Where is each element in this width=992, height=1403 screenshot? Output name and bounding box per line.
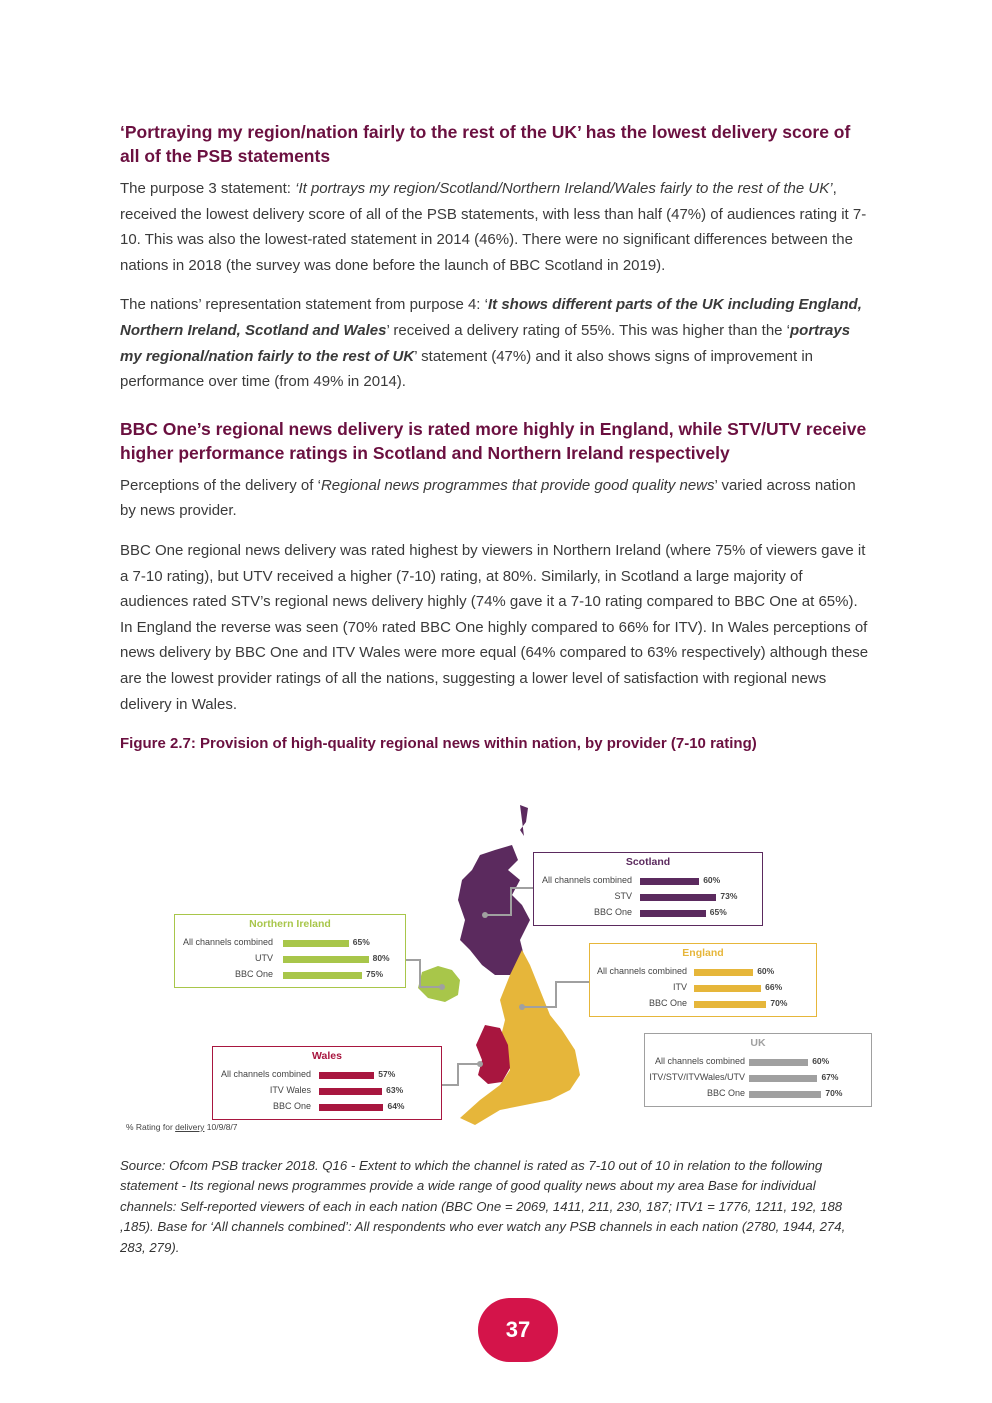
panel-title: Northern Ireland <box>249 918 331 930</box>
page-number: 37 <box>478 1298 558 1362</box>
bar-value: 66% <box>765 982 783 992</box>
panel-title: Wales <box>312 1050 342 1062</box>
bar-value: 80% <box>372 953 390 963</box>
figure-title: Figure 2.7: Provision of high-quality regional news within nation, by provider (7-10 rating) <box>120 735 757 753</box>
panel-wales <box>212 1046 442 1120</box>
bar <box>283 972 362 979</box>
panel-scotland <box>533 852 763 926</box>
bar <box>640 878 699 885</box>
bar-value: 60% <box>812 1056 830 1066</box>
bar-value: 65% <box>352 937 370 947</box>
bar-label: STV <box>614 891 632 901</box>
bar-value: 65% <box>709 907 727 917</box>
bar-label: BBC One <box>706 1088 745 1098</box>
section2-paragraph-1: Perceptions of the delivery of ‘Regional news programmes that provide good quality news’ varied across nation by news provider. <box>120 476 856 520</box>
bar <box>319 1072 374 1079</box>
section2-paragraph-2: BBC One regional news delivery was rated highest by viewers in Northern Ireland (where 75% of viewers gave it a 7-10 rating), but UTV received a higher (7-10) rating, at 80%. Similarly, in Scotland a large majority of audiences rated STV’s regional news delivery highly (74% gave it a 7-10 rating compared to BBC One at 65%). In England the reverse was seen (70% rated BBC One highly compared to 66% for ITV). In Wales perceptions of news delivery by BBC One and ITV Wales were more equal (64% compared to 63% respectively) although these are the lowest provider ratings of all the nations, suggesting a lower level of satisfaction with regional news delivery in Wales. <box>120 541 869 713</box>
panel-england <box>589 943 817 1017</box>
bar-value: 64% <box>387 1101 405 1111</box>
bar-value: 63% <box>386 1085 404 1095</box>
panel-title: Scotland <box>625 856 671 868</box>
bar-label: All channels combined <box>182 937 273 947</box>
bar-label: ITV <box>672 982 687 992</box>
rating-note: % Rating for delivery 10/9/8/7 <box>126 1122 238 1132</box>
bar-value: 70% <box>770 998 788 1008</box>
section1-paragraph-1: The purpose 3 statement: ‘It portrays my region/Scotland/Northern Ireland/Wales fairly to the rest of the UK’, received the lowest delivery score of all of the PSB statements, with less than half (47%) of audiences rating it 7-10. This was also the lowest-rated statement in 2014 (46%). There were no significant differences between the nations in 2018 (the survey was done before the launch of BBC Scotland in 2019). <box>120 180 867 274</box>
bar <box>319 1088 382 1095</box>
section2-heading: BBC One’s regional news delivery is rated more highly in England, while STV/UTV receive higher performance ratings in Scotland and Northern Ireland respectively <box>120 418 867 463</box>
bar-label: UTV <box>255 953 273 963</box>
bar <box>640 894 716 901</box>
panel-uk <box>644 1033 872 1107</box>
bar-label: All channels combined <box>541 875 632 885</box>
bar-label: All channels combined <box>654 1056 745 1066</box>
bar-label: BBC One <box>648 998 687 1008</box>
bar-label: BBC One <box>234 969 273 979</box>
source-note: Source: Ofcom PSB tracker 2018. Q16 - Extent to which the channel is rated as 7-10 out of 10 in relation to the following statement - Its regional news programmes provide a wide range of good quality news about my area Base for individual channels: Self-reported viewers of each in each nation (BBC One = 2069, 1411, 211, 230, 187; ITV1 = 1776, 1211, 192, 188 ,185). Base for ‘All channels combined’: All respondents who ever watch any PSB channels in each nation (2780, 1944, 274, 283, 279). <box>120 1158 846 1255</box>
bar-label: ITV Wales <box>269 1085 311 1095</box>
bar-value: 67% <box>821 1072 839 1082</box>
bar <box>749 1059 808 1066</box>
bar-label: BBC One <box>593 907 632 917</box>
panel-northern-ireland <box>174 914 406 988</box>
panel-title: England <box>682 947 724 959</box>
bar <box>640 910 706 917</box>
bar <box>694 969 753 976</box>
panel-title: UK <box>750 1037 766 1049</box>
bar <box>283 956 369 963</box>
section1-heading: ‘Portraying my region/nation fairly to the rest of the UK’ has the lowest delivery score of all of the PSB statements <box>120 122 851 166</box>
bar <box>283 940 349 947</box>
bar-value: 70% <box>825 1088 843 1098</box>
bar <box>694 985 761 992</box>
section1-paragraph-2: The nations’ representation statement from purpose 4: ‘It shows different parts of the UK including England, Northern Ireland, Scotland and Wales’ received a delivery rating of 55%. This was higher than the ‘portrays my regional/nation fairly to the rest of UK’ statement (47%) and it also shows signs of improvement in performance over time (from 49% in 2014). <box>120 296 862 391</box>
bar-value: 60% <box>757 966 775 976</box>
bar <box>694 1001 766 1008</box>
bar <box>749 1075 817 1082</box>
bar-value: 60% <box>703 875 721 885</box>
bar-value: 75% <box>366 969 384 979</box>
bar-label: ITV/STV/ITVWales/UTV <box>649 1072 745 1082</box>
bar-label: All channels combined <box>220 1069 311 1079</box>
bar-label: All channels combined <box>596 966 687 976</box>
bar <box>749 1091 821 1098</box>
bar-label: BBC One <box>272 1101 311 1111</box>
bar-value: 57% <box>378 1069 396 1079</box>
bar <box>319 1104 383 1111</box>
bar-value: 73% <box>720 891 738 901</box>
